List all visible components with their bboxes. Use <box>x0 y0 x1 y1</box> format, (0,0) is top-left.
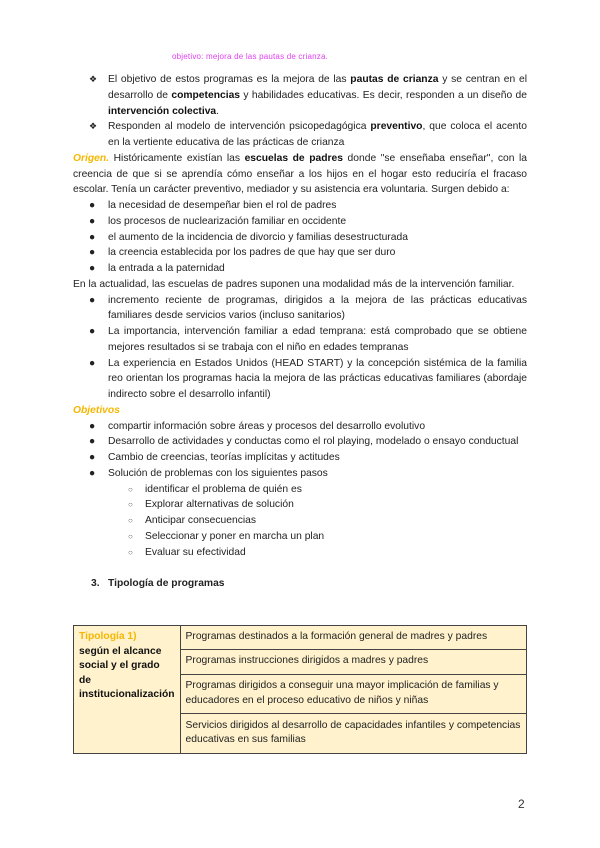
sub-list-item: ○ Explorar alternativas de solución <box>73 497 527 513</box>
bullet-icon: ● <box>89 200 96 211</box>
bullet-icon: ● <box>89 420 96 432</box>
list-item: ● los procesos de nuclearización familiar en occidente <box>73 214 527 230</box>
list-item: ● la entrada a la paternidad <box>73 261 527 277</box>
sub-list-item: ○ Evaluar su efectividad <box>73 545 527 561</box>
bullet-icon: ● <box>89 231 96 243</box>
bullet-icon: ● <box>89 467 96 479</box>
table-cell: Programas instrucciones dirigidos a madres y padres <box>180 649 526 674</box>
typology-header-cell: Tipología 1) según el alcance social y el grado de institucionalización <box>74 626 181 754</box>
list-item: ● la necesidad de desempeñar bien el rol de padres <box>73 198 527 214</box>
bullet-icon: ● <box>89 294 96 306</box>
section-heading: 3. Tipología de programas <box>91 578 225 590</box>
document-body <box>73 72 527 592</box>
bullet-icon: ● <box>89 263 96 274</box>
table-cell: Servicios dirigidos al desarrollo de capacidades infantiles y competencias educativas en sus familias <box>180 713 526 753</box>
list-item: ● La experiencia en Estados Unidos (HEAD START) y la concepción sistémica de la familia reo orientan los programas hacia la mejora de las prácticas educativas familiares (abordaje indirecto sobre el desarrollo infantil) <box>89 357 527 400</box>
list-item: ❖ El objetivo de estos programas es la mejora de las pautas de crianza y se centran en el desarrollo de competencias y habilidades educativas. Es decir, responden a un diseño de intervención colectiva. <box>89 74 527 117</box>
sub-list-item: ○ Seleccionar y poner en marcha un plan <box>73 529 527 545</box>
typology-table <box>73 625 527 754</box>
objetivos-heading: Objetivos <box>73 404 120 416</box>
origen-paragraph: Origen. Históricamente existían las escuelas de padres donde "se enseñaba enseñar", con la creencia de que si se aprendía cómo enseñar a los hijos en el hogar esto reduciría el fracaso escolar. Tenía un carácter preventivo, mediador y su asistencia era voluntaria. Surgen debido a: <box>73 152 528 196</box>
circle-bullet-icon: ○ <box>128 516 133 525</box>
table-cell: Programas dirigidos a conseguir una mayor implicación de familias y educadores en el proceso educativo de niños y niñas <box>180 674 526 713</box>
list-item: ● compartir información sobre áreas y procesos del desarrollo evolutivo <box>73 419 527 435</box>
bullet-icon: ● <box>89 357 96 369</box>
bullet-icon: ● <box>89 326 96 337</box>
list-item: ● Solución de problemas con los siguientes pasos <box>73 466 527 482</box>
diamond-bullet-icon: ❖ <box>89 121 98 132</box>
bullet-icon: ● <box>89 452 96 463</box>
list-item: ● la creencia establecida por los padres de que hay que ser duro <box>73 245 527 261</box>
bullet-icon: ● <box>89 215 96 227</box>
sub-list-item: ○ Anticipar consecuencias <box>73 513 527 529</box>
list-item: ❖ Responden al modelo de intervención psicopedagógica preventivo, que coloca el acento en la vertiente educativa de las prácticas de crianza <box>89 121 527 148</box>
circle-bullet-icon: ○ <box>128 531 133 541</box>
circle-bullet-icon: ○ <box>128 484 133 494</box>
bullet-icon: ● <box>89 436 96 448</box>
list-item: ● La importancia, intervención familiar a edad temprana: está comprobado que se obtiene mejores resultados si se trabaja con el niño en edades tempranas <box>89 326 527 353</box>
bullet-icon: ● <box>89 247 96 259</box>
list-item: ● Desarrollo de actividades y conductas como el rol playing, modelado o ensayo conductual <box>73 434 527 450</box>
table-cell: Programas destinados a la formación general de madres y padres <box>180 626 526 650</box>
sub-list-item: ○ identificar el problema de quién es <box>73 482 527 498</box>
list-item: ● incremento reciente de programas, dirigidos a la mejora de las prácticas educativas familiares desde servicios varios (incluso sanitarios) <box>89 294 527 322</box>
circle-bullet-icon: ○ <box>128 547 133 557</box>
list-item: ● Cambio de creencias, teorías implícitas y actitudes <box>73 450 527 466</box>
diamond-bullet-icon: ❖ <box>89 74 98 84</box>
actualidad-paragraph: En la actualidad, las escuelas de padres suponen una modalidad más de la intervención familiar. <box>73 278 515 290</box>
circle-bullet-icon: ○ <box>128 500 133 510</box>
page-number: 2 <box>518 797 525 811</box>
list-item: ● el aumento de la incidencia de divorcio y familias desestructurada <box>73 230 527 246</box>
handwritten-note: objetivo: mejora de las pautas de crianza. <box>172 52 329 61</box>
